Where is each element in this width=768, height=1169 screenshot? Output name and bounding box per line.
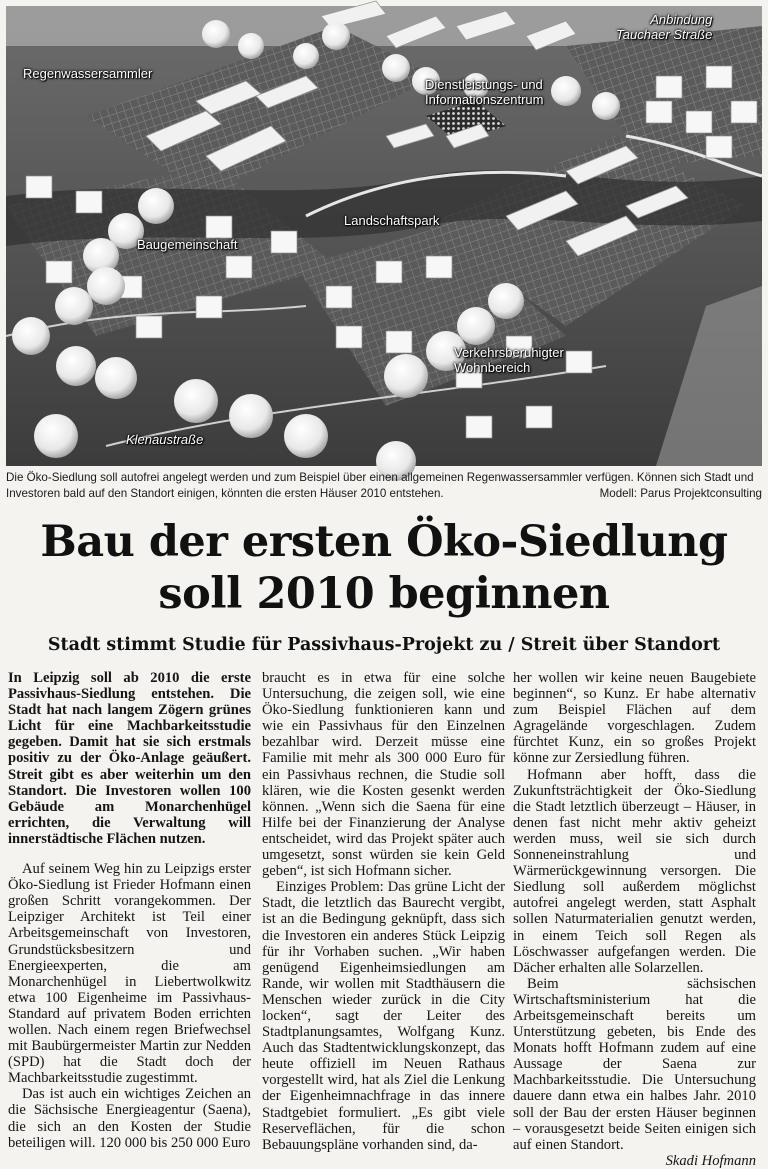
- photo-caption: [6, 470, 762, 502]
- article-paragraph: Auf seinem Weg hin zu Leipzigs erster Öko-Siedlung ist Frieder Hofmann einen großen Schritt vorangekommen. Der Leipziger Architekt ist Teil einer Arbeitsgemeinschaft von Investoren, Grundstücksbesitzern und Energieexperten, die am Monarchenhügel in Liebertwolkwitz etwa 100 Eigenheime im Passivhaus-Standard auf privatem Boden errichten wollen. Nach einem regen Briefwechsel mit Baubürgermeister Martin zur Nedden (SPD) hat die Stadt doch der Machbarkeitsstudie zugestimmt.: [8, 861, 251, 1087]
- model-photo: [6, 6, 762, 466]
- label-landschaftspark: Landschaftspark: [344, 213, 440, 228]
- caption-text: Die Öko-Siedlung soll autofrei angelegt werden und zum Beispiel über einen allgemeinen Regenwassersammler verfügen. Können sich Stadt und Investoren bald auf den Standort einigen, könnten die ersten Häuser 2010 entstehen.: [6, 471, 754, 500]
- article-paragraph: Einziges Problem: Das grüne Licht der Stadt, die letztlich das Baurecht vergibt, ist an die Bedingung geknüpft, dass sich die Investoren ein anderes Stück Leipzig für ihr Vorhaben suchen. „Wir haben genügend Eigenheimsiedlungen am Rande, wir wollen mit Stadthäusern die Menschen wieder zurück in die City locken“, sagt der Leiter des Stadtplanungsamtes, Wolfgang Kunz. Auch das Stadtentwicklungskonzept, das heute offiziell im Neuen Rathaus vorgestellt wird, hat als Ziel die Lenkung der Eigenheimnachfrage in das innere Stadtgebiet formuliert. „Es gibt viele Reserveflächen, für die schon Bebauungspläne vorhanden sind, da-: [262, 879, 505, 1153]
- headline-line-1: Bau der ersten Öko-Siedlung: [40, 517, 728, 567]
- photo-credit: Modell: Parus Projektconsulting: [599, 487, 762, 500]
- article-paragraph: Beim sächsischen Wirtschaftsministerium hat die Arbeitsgemeinschaft bereits um Unterstützung gebeten, bis Ende des Monats hofft Hofmann zudem auf eine Aussage der Saena zur Machbarkeitsstudie. Die Untersuchung dauere dann etwa ein halbes Jahr. 2010 soll der Bau der ersten Häuser beginnen – vorausgesetzt beide Seiten einigen sich auf einen Standort.: [513, 975, 756, 1153]
- label-dienstleistungszentrum: Dienstleistungs- und Informationszentrum: [425, 77, 544, 107]
- label-regenwassersammler: Regenwassersammler: [23, 66, 153, 81]
- article-column-1: [8, 670, 251, 1151]
- label-klenaustrasse: Klenaustraße: [126, 432, 204, 447]
- article-paragraph: Hofmann aber hofft, dass die Zukunftsträchtigkeit der Öko-Siedlung die Stadt letztlich überzeugt – Häuser, in denen fast nicht mehr aktiv geheizt werden muss, weil sie sich durch Sonneneinstrahlung und Wärmerückgewinnung versorgen. Die Siedlung soll außerdem möglichst autofrei angelegt werden, statt Asphalt sollen Naturmaterialien genutzt werden, in einem Teich soll Regen als Löschwasser aufgefangen werden. Die Dächer erhalten alle Solarzellen.: [513, 766, 756, 976]
- article-author: Skadi Hofmann: [665, 1152, 756, 1169]
- article-paragraph: braucht es in etwa für eine solche Untersuchung, die zeigen soll, wie eine Öko-Siedlung funktionieren kann und wie ein Passivhaus für den Einzelnen bezahlbar wird. Derzeit müsse eine Familie mit mehr als 300 000 Euro für ein Passivhaus rechnen, die Studie soll klären, wie die Kosten gesenkt werden können. „Wenn sich die Saena für eine Hilfe bei der Finanzierung der Analyse entscheidet, wird das Projekt später auch umgesetzt, sonst würden sie kein Geld geben“, ist sich Hofmann sicher.: [262, 670, 505, 880]
- article-paragraph: her wollen wir keine neuen Baugebiete beginnen“, so Kunz. Er habe alternativ zum Beispiel Flächen auf dem Agragelände vorgeschlagen. Zudem fürchtet Kunz, ein so großes Projekt könne zur Zersiedlung führen.: [513, 670, 756, 767]
- headline-line-2: soll 2010 beginnen: [158, 569, 610, 619]
- label-anbindung-tauchaer-strasse: Anbindung Tauchaer Straße: [616, 12, 713, 42]
- headline: [0, 516, 768, 620]
- subheadline: Stadt stimmt Studie für Passivhaus-Projekt zu / Streit über Standort: [47, 635, 721, 655]
- label-baugemeinschaft: Baugemeinschaft: [137, 237, 238, 252]
- article-lead: In Leipzig soll ab 2010 die erste Passivhaus-Siedlung entstehen. Die Stadt hat nach langem Zögern grünes Licht für eine Machbarkeitsstudie gegeben. Damit hat sie sich erstmals positiv zu der Öko-Anlage geäußert. Streit gibt es aber weiterhin um den Standort. Die Investoren wollen 100 Gebäude am Monarchenhügel errichten, die Verwaltung will innerstädtische Flächen nutzen.: [8, 670, 251, 847]
- article-column-3: [513, 670, 756, 1169]
- article-paragraph: Das ist auch ein wichtiges Zeichen an die Sächsische Energieagentur (Saena), die sich an den Kosten der Studie beteiligen will. 120 000 bis 250 000 Euro: [8, 1086, 251, 1151]
- article-column-2: [262, 670, 505, 1153]
- label-verkehrsberuhigter-wohnbereich: Verkehrsberuhigter Wohnbereich: [454, 345, 564, 375]
